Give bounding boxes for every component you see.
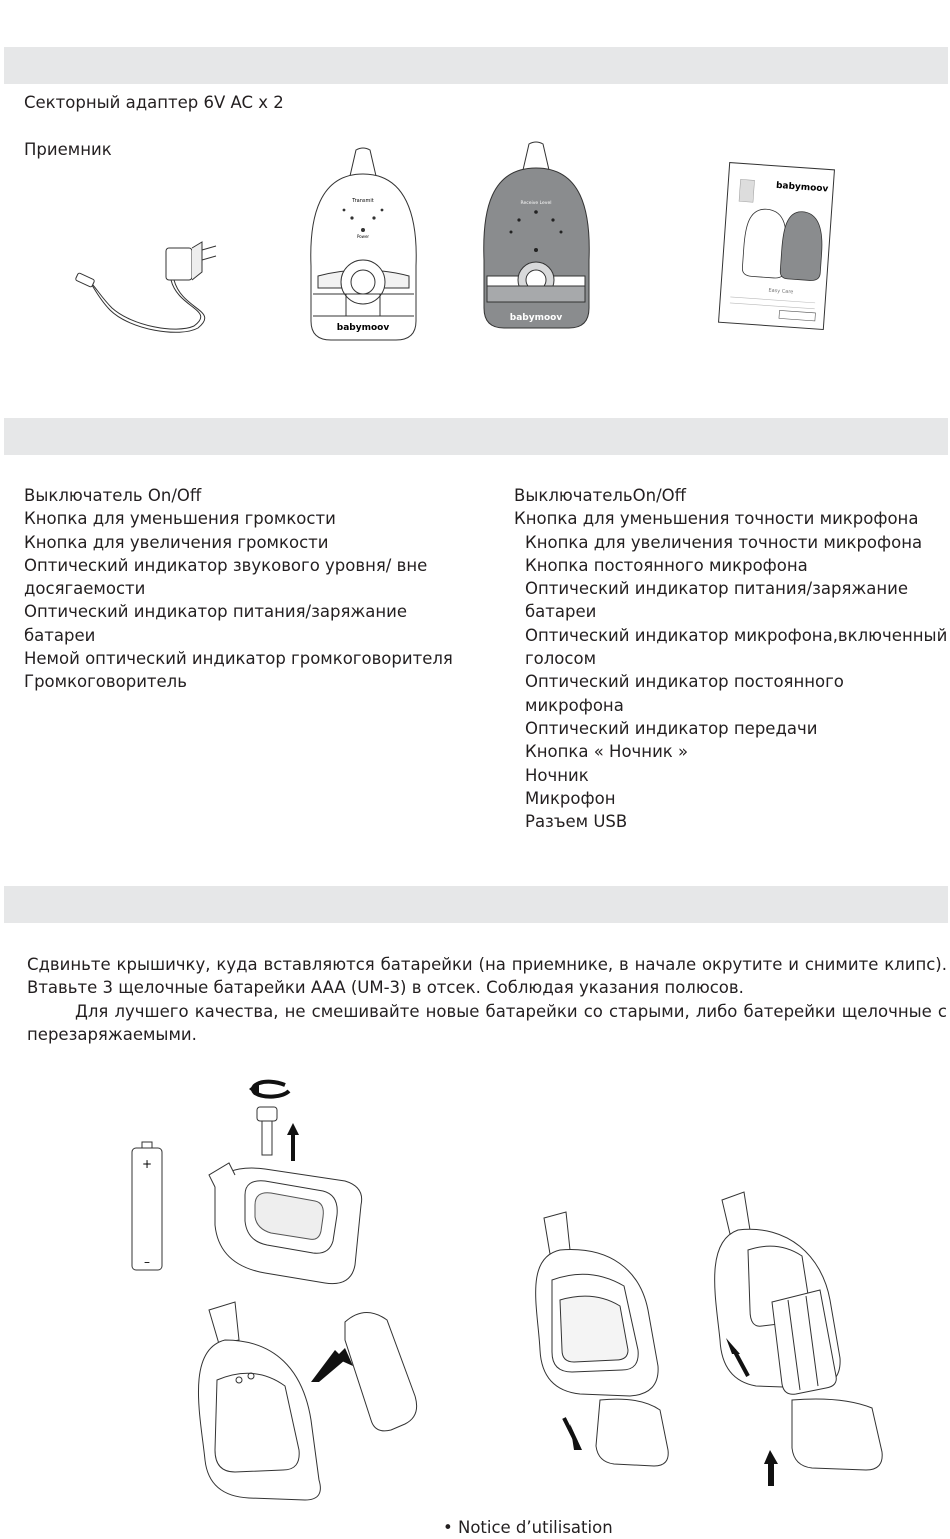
list-item: Оптический индикатор питания/заряжание [24,602,408,622]
list-item: ВыключательOn/Off [514,486,687,505]
manual-illustration [714,160,839,332]
receiver-brand: babymoov [509,313,563,323]
list-item: Громкоговоритель [24,672,187,692]
list-item: Кнопка для увеличения точности микрофона [525,532,923,552]
list-item: Оптический индикатор постоянного [525,672,844,692]
list-item: Оптический индикатор микрофона,включенный [525,625,948,645]
section-header-band-2 [4,418,948,455]
list-item: голосом [525,649,597,669]
list-item: Оптический индикатор звукового уровня/ вне [24,555,428,575]
receiver-illustration [479,140,594,332]
list-item: Оптический индикатор передачи [525,718,818,738]
receiver-batteries-illustration [712,1190,912,1490]
list-item: досягаемости [24,579,146,599]
list-item: Разъем USB [525,812,628,832]
list-item: Ночник [525,765,589,785]
receiver-back-clip-illustration [195,1300,435,1510]
battery-minus: – [144,1255,150,1269]
list-item: Кнопка для уменьшения громкости [24,509,336,529]
section-header-band-3 [4,886,948,923]
battery-advice: Для лучшего качества, не смешивайте новые батарейки со старыми, либо батерейки щелочные с перезаряжаемыми. [27,1002,947,1045]
clip-rotate-illustration [205,1075,375,1315]
transmitter-open-illustration [530,1210,690,1470]
receive-level-label: Receive Level [520,201,552,206]
list-item: Микрофон [525,788,616,808]
adapter-illustration [70,230,240,340]
transmitter-illustration [306,146,421,344]
list-item: батареи [24,625,96,645]
list-item: Оптический индикатор питания/заряжание [525,579,909,599]
list-item: Кнопка для увеличения громкости [24,532,329,552]
aaa-battery-illustration [128,1142,168,1272]
manual-brand: babymoov [775,180,829,195]
list-item: Немой оптический индикатор громкоговорителя [24,649,453,669]
list-item: микрофона [525,695,624,715]
list-item: Кнопка для уменьшения точности микрофона [514,509,919,529]
transmitter-brand: babymoov [336,323,390,333]
power-label: Power [356,234,370,239]
list-item: Кнопка « Ночник » [525,742,689,762]
list-item: батареи [525,602,597,622]
receiver-label: Приемник [24,140,112,159]
battery-plus: + [141,1157,153,1171]
battery-instructions: Сдвиньте крышичку, куда вставляются батарейки (на приемнике, в начале окрутите и снимите клипс). Втавьте 3 щелочные батарейки AAA (UM-3) в отсек. Соблюдая указания полюсов. [27,955,947,998]
manual-product: Easy Care [768,287,794,296]
transmitter-features-list [514,484,947,833]
section-header-band-1 [4,47,948,84]
list-item: Кнопка постоянного микрофона [525,555,808,575]
notice-bullet: • Notice d’utilisation [443,1518,613,1537]
adapter-line: Секторный адаптер 6V AC x 2 [24,93,284,112]
transmit-label: Transmit [352,198,374,204]
receiver-features-list [24,484,453,694]
list-item: Выключатель On/Off [24,486,202,505]
